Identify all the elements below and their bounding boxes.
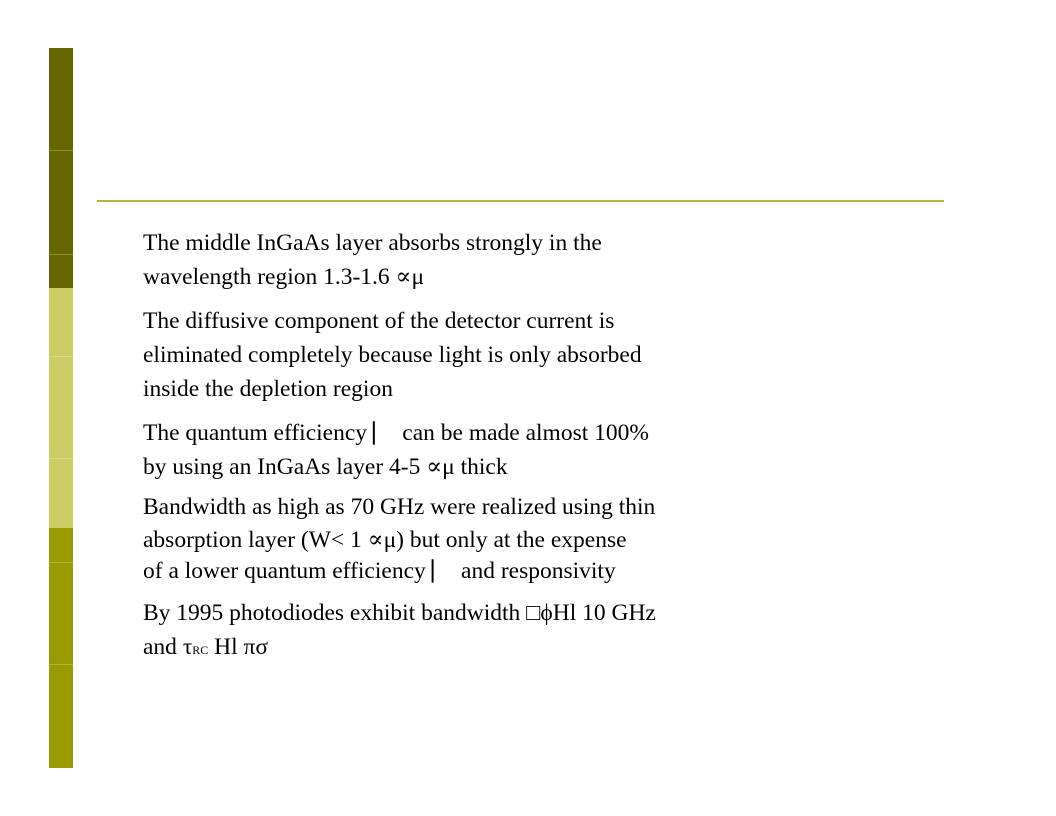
sidebar-bar-dark [49,48,73,288]
sidebar-bar-olive [49,528,73,768]
tau-symbol: τ [182,634,193,660]
rc-subscript: RC [192,643,209,657]
text-line: By 1995 photodiodes exhibit bandwidth □ϕHl 10 GHz [143,600,656,626]
bar-divider [49,150,73,151]
text-line: absorption layer (W< 1 ∝μ) but only at the expense [143,527,627,553]
bar-divider [49,664,73,665]
bullet-absorption [143,226,602,294]
bar-divider [49,254,73,255]
rc-value: Hl πσ [208,634,269,660]
text-line: of a lower quantum efficiency ⎸ and responsivity [143,558,616,584]
bullet-diffusive-component [143,304,642,406]
bar-divider [49,458,73,459]
bar-divider [49,562,73,563]
text-line: The quantum efficiency ⎸ can be made almost 100% [143,420,649,446]
text-line: by using an InGaAs layer 4-5 ∝μ thick [143,454,508,480]
text-line: The middle InGaAs layer absorbs strongly in the [143,230,602,256]
bullet-quantum-efficiency [143,416,649,484]
text-line: wavelength region 1.3-1.6 ∝μ [143,264,425,290]
text-line: Bandwidth as high as 70 GHz were realized using thin [143,494,656,520]
title-rule [97,200,944,202]
text-line: The diffusive component of the detector current is [143,308,615,334]
bullet-bandwidth [143,490,655,586]
text-line-rc [143,630,656,667]
and-prefix: and [143,634,183,660]
text-line: inside the depletion region [143,376,393,402]
bar-divider [49,356,73,357]
sidebar-bar-light [49,288,73,528]
bullet-1995-photodiodes [143,596,656,667]
text-line: eliminated completely because light is only absorbed [143,342,642,368]
